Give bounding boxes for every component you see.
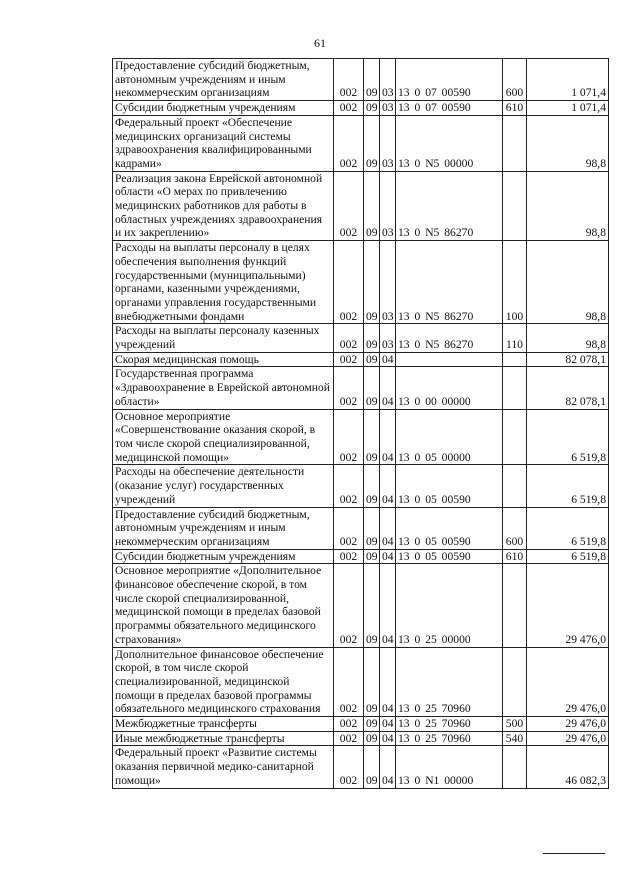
target-item-code: 13 0 N1 00000 xyxy=(396,746,503,788)
table-row xyxy=(113,115,609,171)
section-code: 09 xyxy=(364,324,380,352)
expense-type-code: 610 xyxy=(503,549,527,564)
target-item-code: 13 0 07 00590 xyxy=(396,101,503,116)
amount: 29 476,0 xyxy=(527,647,609,717)
section-code: 09 xyxy=(364,101,380,116)
row-name: Реализация закона Еврейской автономной области «О мерах по привлечению медицинских работников для работы в областных учреждениях здравоохранения и их закреплению» xyxy=(113,171,334,241)
expense-type-code: 600 xyxy=(503,59,527,101)
target-item-code: 13 0 25 70960 xyxy=(396,647,503,717)
table-row xyxy=(113,101,609,116)
target-item-code: 13 0 N5 00000 xyxy=(396,115,503,171)
row-name: Предоставление субсидий бюджетным, автономным учреждениям и иным некоммерческим организациям xyxy=(113,59,334,101)
subsection-code: 04 xyxy=(380,564,396,647)
ministry-code: 002 xyxy=(334,731,364,746)
ministry-code: 002 xyxy=(334,564,364,647)
table-row xyxy=(113,549,609,564)
ministry-code: 002 xyxy=(334,717,364,732)
amount: 6 519,8 xyxy=(527,465,609,507)
ministry-code: 002 xyxy=(334,746,364,788)
amount: 98,8 xyxy=(527,324,609,352)
section-code: 09 xyxy=(364,59,380,101)
ministry-code: 002 xyxy=(334,352,364,367)
table-row xyxy=(113,746,609,788)
table-row xyxy=(113,731,609,746)
target-item-code: 13 0 N5 86270 xyxy=(396,171,503,241)
amount: 6 519,8 xyxy=(527,409,609,465)
section-code: 09 xyxy=(364,731,380,746)
table-row xyxy=(113,564,609,647)
expense-type-code: 500 xyxy=(503,717,527,732)
target-item-code: 13 0 25 70960 xyxy=(396,717,503,732)
target-item-code: 13 0 N5 86270 xyxy=(396,241,503,324)
row-name: Расходы на выплаты персоналу казенных учреждений xyxy=(113,324,334,352)
ministry-code: 002 xyxy=(334,101,364,116)
row-name: Предоставление субсидий бюджетным, автономным учреждениям и иным некоммерческим организациям xyxy=(113,507,334,549)
section-code: 09 xyxy=(364,352,380,367)
expense-type-code xyxy=(503,352,527,367)
amount: 29 476,0 xyxy=(527,731,609,746)
ministry-code: 002 xyxy=(334,171,364,241)
row-name: Субсидии бюджетным учреждениям xyxy=(113,101,334,116)
subsection-code: 04 xyxy=(380,746,396,788)
table-row xyxy=(113,367,609,409)
target-item-code: 13 0 00 00000 xyxy=(396,367,503,409)
row-name: Федеральный проект «Обеспечение медицинских организаций системы здравоохранения квалифицированными кадрами» xyxy=(113,115,334,171)
expense-type-code xyxy=(503,367,527,409)
amount: 98,8 xyxy=(527,115,609,171)
subsection-code: 04 xyxy=(380,352,396,367)
ministry-code: 002 xyxy=(334,59,364,101)
expense-type-code xyxy=(503,115,527,171)
row-name: Расходы на обеспечение деятельности (оказание услуг) государственных учреждений xyxy=(113,465,334,507)
amount: 6 519,8 xyxy=(527,507,609,549)
expense-type-code: 110 xyxy=(503,324,527,352)
row-name: Межбюджетные трансферты xyxy=(113,717,334,732)
expense-type-code xyxy=(503,465,527,507)
subsection-code: 04 xyxy=(380,647,396,717)
row-name: Федеральный проект «Развитие системы оказания первичной медико-санитарной помощи» xyxy=(113,746,334,788)
target-item-code: 13 0 05 00590 xyxy=(396,549,503,564)
expense-type-code xyxy=(503,564,527,647)
ministry-code: 002 xyxy=(334,324,364,352)
target-item-code xyxy=(396,352,503,367)
table-row xyxy=(113,59,609,101)
amount: 29 476,0 xyxy=(527,564,609,647)
ministry-code: 002 xyxy=(334,549,364,564)
subsection-code: 04 xyxy=(380,367,396,409)
amount: 98,8 xyxy=(527,171,609,241)
expense-type-code: 610 xyxy=(503,101,527,116)
amount: 98,8 xyxy=(527,241,609,324)
section-code: 09 xyxy=(364,241,380,324)
amount: 1 071,4 xyxy=(527,59,609,101)
section-code: 09 xyxy=(364,507,380,549)
target-item-code: 13 0 N5 86270 xyxy=(396,324,503,352)
ministry-code: 002 xyxy=(334,241,364,324)
subsection-code: 04 xyxy=(380,549,396,564)
row-name: Субсидии бюджетным учреждениям xyxy=(113,549,334,564)
section-code: 09 xyxy=(364,746,380,788)
section-code: 09 xyxy=(364,564,380,647)
table-row xyxy=(113,324,609,352)
subsection-code: 03 xyxy=(380,101,396,116)
table-row xyxy=(113,352,609,367)
expense-type-code xyxy=(503,409,527,465)
stray-line-mark xyxy=(543,853,605,854)
section-code: 09 xyxy=(364,647,380,717)
expense-type-code: 100 xyxy=(503,241,527,324)
amount: 82 078,1 xyxy=(527,367,609,409)
budget-table xyxy=(112,58,609,789)
target-item-code: 13 0 05 00590 xyxy=(396,507,503,549)
amount: 6 519,8 xyxy=(527,549,609,564)
ministry-code: 002 xyxy=(334,367,364,409)
expense-type-code xyxy=(503,171,527,241)
page-number: 61 xyxy=(314,36,326,50)
target-item-code: 13 0 05 00000 xyxy=(396,409,503,465)
row-name: Скорая медицинская помощь xyxy=(113,352,334,367)
subsection-code: 04 xyxy=(380,507,396,549)
table-row xyxy=(113,717,609,732)
ministry-code: 002 xyxy=(334,647,364,717)
table-row xyxy=(113,409,609,465)
amount: 82 078,1 xyxy=(527,352,609,367)
row-name: Государственная программа «Здравоохранение в Еврейской автономной области» xyxy=(113,367,334,409)
row-name: Основное мероприятие «Дополнительное финансовое обеспечение скорой, в том числе скорой специализированной, медицинской помощи в пределах базовой программы обязательного медицинского страхования» xyxy=(113,564,334,647)
expense-type-code: 600 xyxy=(503,507,527,549)
row-name: Дополнительное финансовое обеспечение скорой, в том числе скорой специализированной, медицинской помощи в пределах базовой программы обязательного медицинского страхования xyxy=(113,647,334,717)
expense-type-code: 540 xyxy=(503,731,527,746)
section-code: 09 xyxy=(364,717,380,732)
subsection-code: 04 xyxy=(380,731,396,746)
subsection-code: 03 xyxy=(380,324,396,352)
subsection-code: 03 xyxy=(380,115,396,171)
subsection-code: 03 xyxy=(380,241,396,324)
table-row xyxy=(113,241,609,324)
section-code: 09 xyxy=(364,549,380,564)
section-code: 09 xyxy=(364,171,380,241)
amount: 46 082,3 xyxy=(527,746,609,788)
section-code: 09 xyxy=(364,115,380,171)
row-name: Иные межбюджетные трансферты xyxy=(113,731,334,746)
target-item-code: 13 0 05 00590 xyxy=(396,465,503,507)
expense-type-code xyxy=(503,746,527,788)
section-code: 09 xyxy=(364,409,380,465)
row-name: Основное мероприятие «Совершенствование оказания скорой, в том числе скорой специализированной, медицинской помощи» xyxy=(113,409,334,465)
subsection-code: 03 xyxy=(380,171,396,241)
ministry-code: 002 xyxy=(334,409,364,465)
target-item-code: 13 0 25 00000 xyxy=(396,564,503,647)
table-row xyxy=(113,647,609,717)
table-row xyxy=(113,171,609,241)
target-item-code: 13 0 25 70960 xyxy=(396,731,503,746)
section-code: 09 xyxy=(364,367,380,409)
amount: 1 071,4 xyxy=(527,101,609,116)
subsection-code: 04 xyxy=(380,717,396,732)
ministry-code: 002 xyxy=(334,115,364,171)
section-code: 09 xyxy=(364,465,380,507)
target-item-code: 13 0 07 00590 xyxy=(396,59,503,101)
row-name: Расходы на выплаты персоналу в целях обеспечения выполнения функций государственными (муниципальными) органами, казенными учреждениями, органами управления государственными внебюджетными фондами xyxy=(113,241,334,324)
expense-type-code xyxy=(503,647,527,717)
ministry-code: 002 xyxy=(334,465,364,507)
subsection-code: 03 xyxy=(380,59,396,101)
amount: 29 476,0 xyxy=(527,717,609,732)
subsection-code: 04 xyxy=(380,409,396,465)
ministry-code: 002 xyxy=(334,507,364,549)
table-row xyxy=(113,465,609,507)
table-row xyxy=(113,507,609,549)
subsection-code: 04 xyxy=(380,465,396,507)
